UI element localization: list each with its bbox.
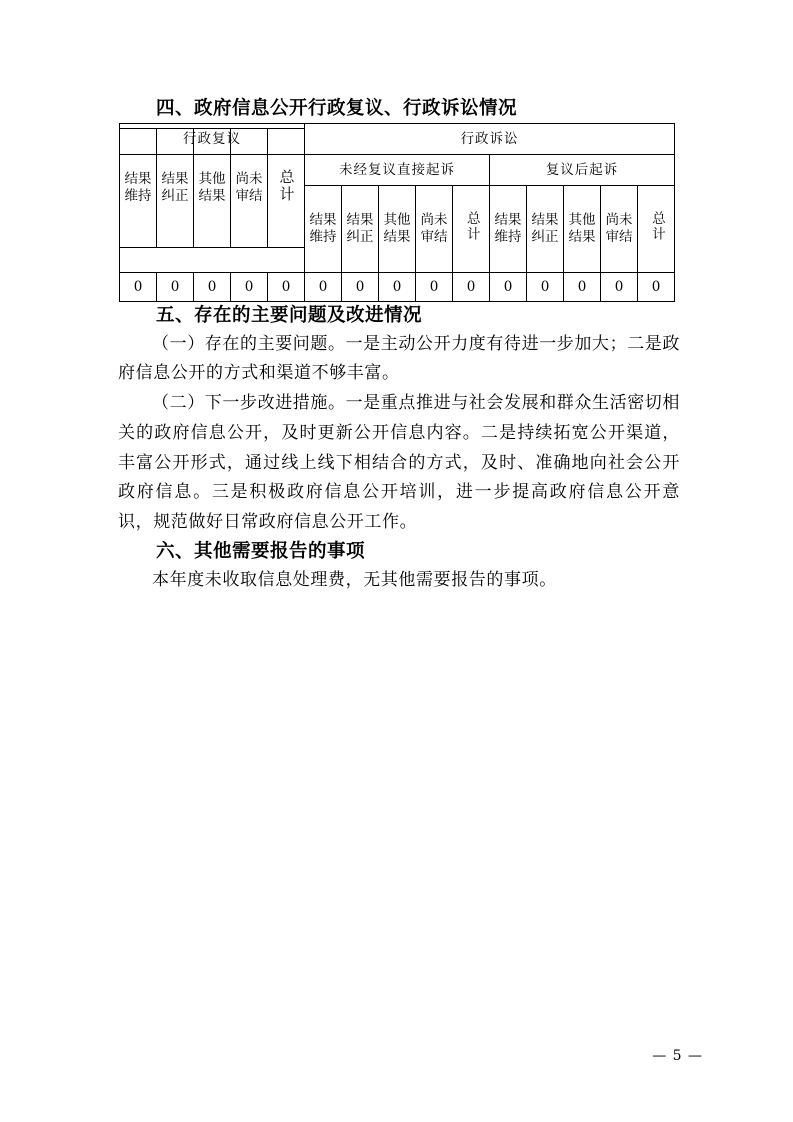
col-after-result-correct: 结果 纠正 [527, 185, 564, 272]
value-direct-correct: 0 [342, 272, 379, 301]
col-after-total: 总计 [638, 185, 675, 272]
group-header-administrative-litigation: 行政诉讼 [305, 123, 675, 154]
page-content [118, 95, 680, 595]
value-after-correct: 0 [527, 272, 564, 301]
col-direct-result-uphold: 结果 维持 [305, 185, 342, 272]
value-direct-pending: 0 [416, 272, 453, 301]
col-direct-pending: 尚未 审结 [416, 185, 453, 272]
value-review-correct: 0 [157, 272, 194, 301]
page-number: — 5 — [652, 1048, 703, 1064]
col-after-other-result: 其他 结果 [564, 185, 601, 272]
col-after-pending: 尚未 审结 [601, 185, 638, 272]
value-direct-total: 0 [453, 272, 490, 301]
col-review-total: 总计 [268, 128, 305, 247]
col-direct-total: 总计 [453, 185, 490, 272]
value-review-total: 0 [268, 272, 305, 301]
table-row-sub-headers [120, 154, 675, 185]
section-5-heading: 五、存在的主要问题及改进情况 [156, 304, 423, 326]
sub-header-after-review-litigation: 复议后起诉 [490, 154, 675, 185]
value-direct-other: 0 [379, 272, 416, 301]
value-after-pending: 0 [601, 272, 638, 301]
section-5-paragraph-2: （二）下一步改进措施。一是重点推进与社会发展和群众生活密切相关的政府信息公开，及时更新公开信息内容。二是持续拓宽公开渠道，丰富公开形式，通过线上线下相结合的方式，及时、准确地向社会公开政府信息。三是积极政府信息公开培训，进一步提高政府信息公开意识，规范做好日常政府信息公开工作。 [118, 393, 680, 532]
review-spacer-cell [120, 154, 305, 272]
section-6-paragraph-1: 本年度未收取信息处理费，无其他需要报告的事项。 [152, 569, 557, 590]
col-after-result-uphold: 结果 维持 [490, 185, 527, 272]
col-review-result-correct: 结果 纠正 [157, 128, 194, 247]
value-after-uphold: 0 [490, 272, 527, 301]
col-review-pending: 尚未 审结 [231, 128, 268, 247]
value-review-uphold: 0 [120, 272, 157, 301]
sub-header-direct-litigation: 未经复议直接起诉 [305, 154, 490, 185]
administrative-review-litigation-table [119, 123, 675, 302]
value-direct-uphold: 0 [305, 272, 342, 301]
table-row-group-headers [120, 123, 675, 154]
table-row-values [120, 272, 675, 301]
value-after-total: 0 [638, 272, 675, 301]
value-review-other: 0 [194, 272, 231, 301]
value-after-other: 0 [564, 272, 601, 301]
section-5-paragraph-1: （一）存在的主要问题。一是主动公开力度有待进一步加大；二是政府信息公开的方式和渠道不够丰富。 [118, 333, 680, 384]
col-review-result-uphold: 结果 维持 [120, 128, 157, 247]
col-direct-other-result: 其他 结果 [379, 185, 416, 272]
section-6-heading: 六、其他需要报告的事项 [156, 540, 366, 562]
group-header-administrative-review: 行政复议 [120, 123, 305, 154]
col-review-other-result: 其他 结果 [194, 128, 231, 247]
value-review-pending: 0 [231, 272, 268, 301]
col-direct-result-correct: 结果 纠正 [342, 185, 379, 272]
section-4-heading: 四、政府信息公开行政复议、行政诉讼情况 [156, 98, 518, 119]
